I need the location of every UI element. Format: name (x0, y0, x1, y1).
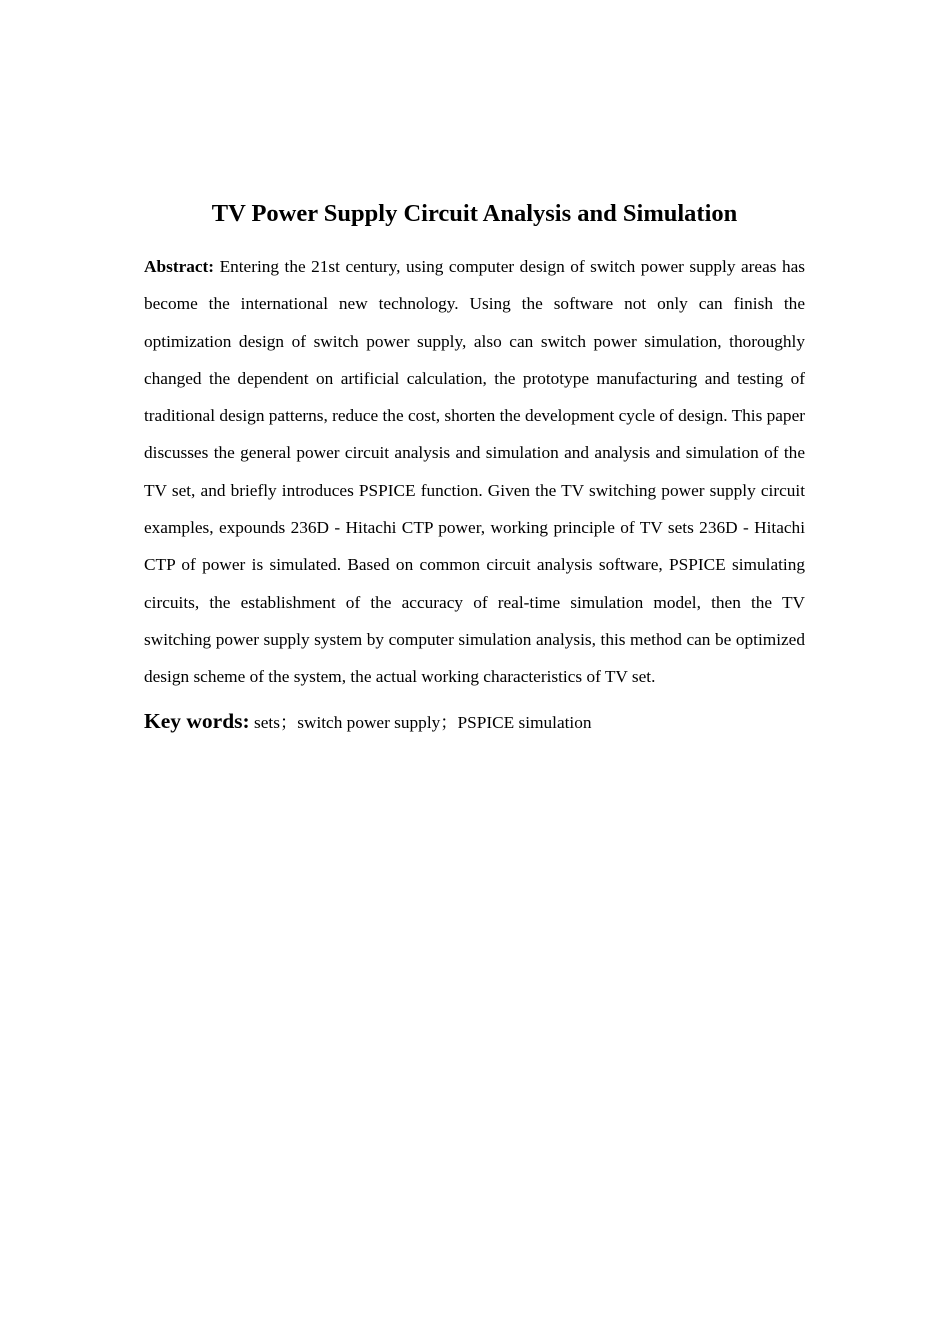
keywords-text: sets；switch power supply；PSPICE simulation (254, 712, 592, 732)
keywords-line (144, 706, 805, 738)
abstract-text: Entering the 21st century, using computer design of switch power supply areas has become the international new technology. Using the software not only can finish the optimization design of switch power supply, also can switch power simulation, thoroughly changed the dependent on artificial calculation, the prototype manufacturing and testing of traditional design patterns, reduce the cost, shorten the development cycle of design. This paper discusses the general power circuit analysis and simulation and analysis and simulation of the TV set, and briefly introduces PSPICE function. Given the TV switching power supply circuit examples, expounds 236D - Hitachi CTP power, working principle of TV sets 236D - Hitachi CTP of power is simulated. Based on common circuit analysis software, PSPICE simulating circuits, the establishment of the accuracy of real-time simulation model, then the TV switching power supply system by computer simulation analysis, this method can be optimized design scheme of the system, the actual working characteristics of TV set. (144, 257, 805, 687)
document-title: TV Power Supply Circuit Analysis and Simulation (211, 200, 738, 227)
abstract-paragraph (144, 248, 805, 696)
document-page (144, 196, 805, 738)
keywords-label: Key words: (144, 708, 250, 733)
abstract-label: Abstract: (144, 257, 215, 276)
